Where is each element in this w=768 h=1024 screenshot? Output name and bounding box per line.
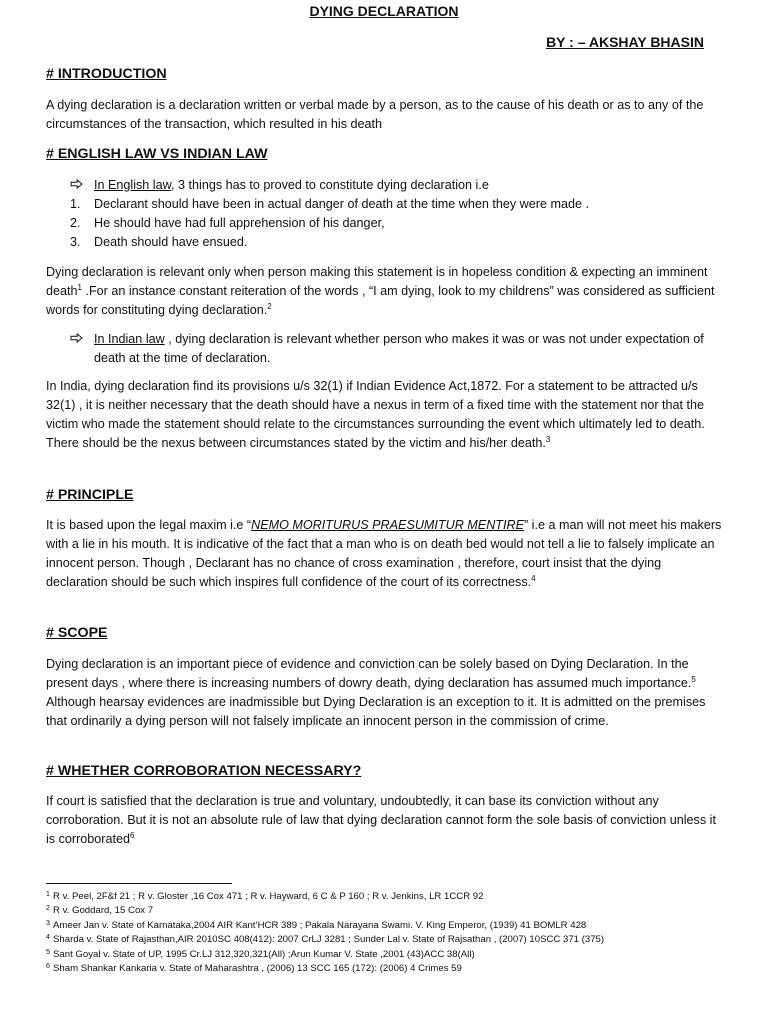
footnote bbox=[46, 962, 736, 976]
footnote-ref: 3 bbox=[545, 434, 551, 444]
footnote-ref: 2 bbox=[267, 301, 272, 311]
footnote-text: Sharda v. State of Rajasthan,AIR 2010SC 408(412): 2007 CrLJ 3281 ; Sunder Lal v. State of Rajsathan , (2007) 10SCC 371 (375) bbox=[53, 934, 605, 946]
footnote bbox=[46, 948, 736, 962]
list-item bbox=[70, 176, 720, 195]
legal-maxim: NEMO MORITURUS PRAESUMITUR MENTIRE bbox=[251, 518, 524, 532]
document-title: DYING DECLARATION bbox=[309, 3, 459, 19]
heading-principle: # PRINCIPLE bbox=[46, 487, 134, 503]
footnote-divider bbox=[46, 883, 232, 884]
heading-corroboration: # WHETHER CORROBORATION NECESSARY? bbox=[46, 763, 362, 779]
paragraph-text: Although hearsay evidences are inadmissible but Dying Declaration is an exception to it. It is admitted on the premises that ordinarily a dying person will not falsely implicate an innocent person in the commission of crime. bbox=[46, 695, 706, 728]
list-number: 1. bbox=[70, 197, 81, 211]
english-law-rest: , 3 things has to proved to constitute dying declaration i.e bbox=[171, 178, 489, 192]
footnote-text: Sham Shankar Kankaria v. State of Maharashtra , (2006) 13 SCC 165 (172): (2006) 4 Crimes 59 bbox=[53, 963, 462, 975]
footnote-text: Sant Goyal v. State of UP, 1995 Cr.LJ 312,320,321(All) ;Arun Kumar V. State ,2001 (43)ACC 38(All) bbox=[53, 948, 475, 960]
author-byline: BY : – AKSHAY BHASIN bbox=[546, 34, 704, 50]
heading-english-vs-indian-law: # ENGLISH LAW VS INDIAN LAW bbox=[46, 146, 268, 162]
list-item-text bbox=[94, 176, 489, 195]
footnote bbox=[46, 919, 736, 933]
footnote-ref: 1 bbox=[77, 282, 82, 292]
paragraph-principle bbox=[46, 516, 726, 592]
paragraph-text: It is based upon the legal maxim i.e “ bbox=[46, 518, 252, 532]
footnote-ref: 6 bbox=[130, 830, 135, 840]
footnote bbox=[46, 890, 736, 904]
list-number: 3. bbox=[70, 235, 81, 249]
heading-introduction: # INTRODUCTION bbox=[46, 66, 167, 82]
arrow-right-outline-icon bbox=[70, 330, 94, 349]
paragraph-text: ” i.e a man will not meet his makers with a lie in his mouth. It is indicative of the fact that a man who is on death bed would not tell a lie to falsely implicate an innocent person. Though , Declarant has no chance of cross examination , therefore, court insist that the dying declaration should be such which inspires full confidence of the court of its correctness. bbox=[46, 518, 722, 589]
list-item bbox=[70, 233, 720, 252]
footnote-text: R v. Peel, 2F&f 21 ; R v. Gloster ,16 Cox 471 ; R v. Hayward, 6 C & P 160 ; R v. Jenkins, LR 1CCR 92 bbox=[53, 891, 484, 902]
list-item bbox=[70, 330, 720, 368]
list-number: 2. bbox=[70, 216, 81, 230]
paragraph-text: Dying declaration is an important piece of evidence and conviction can be solely based on Dying Declaration. In the present days , where there is increasing numbers of dowry death, dying declaration has assumed much importance. bbox=[46, 657, 692, 690]
paragraph-corroboration bbox=[46, 792, 726, 849]
indian-law-rest: , dying declaration is relevant whether person who makes it was or was not under expectation of death at the time of declaration. bbox=[94, 332, 704, 365]
footnote bbox=[46, 904, 736, 918]
paragraph-text: In India, dying declaration find its provisions u/s 32(1) if Indian Evidence Act,1872. For a statement to be attracted u/s 32(1) , it is neither necessary that the death should have a nexus in term of a fixed time with the statement nor that the victim who made the statement should relate to the circumstances surrounding the event which ultimately led to death. There should be the nexus between circumstances stated by the victim and his/her death. bbox=[46, 379, 705, 450]
paragraph-english-law bbox=[46, 263, 726, 320]
list-item-text: Declarant should have been in actual danger of death at the time when they were made . bbox=[94, 197, 589, 211]
footnote-text: R v. Goddard, 15 Cox 7 bbox=[53, 905, 154, 917]
paragraph-text: If court is satisfied that the declaration is true and voluntary, undoubtedly, it can base its conviction without any corroboration. But it is not an absolute rule of law that dying declaration cannot form the sole basis of conviction unless it is corroborated bbox=[46, 794, 716, 846]
footnote bbox=[46, 933, 736, 947]
footnote-text: Ameer Jan v. State of Karnataka,2004 AIR Kant’HCR 389 ; Pakala Narayana Swami. V. King Emperor, (1939) 41 BOMLR 428 bbox=[53, 919, 587, 931]
list-item-text: He should have had full apprehension of his danger, bbox=[94, 216, 385, 230]
footnote-number: 6 bbox=[46, 963, 50, 971]
list-item-text bbox=[94, 330, 720, 368]
list-item bbox=[70, 214, 720, 233]
footnote-number: 2 bbox=[46, 905, 50, 913]
heading-scope: # SCOPE bbox=[46, 625, 108, 641]
footnotes bbox=[46, 890, 736, 976]
footnote-ref: 4 bbox=[531, 573, 536, 583]
arrow-right-outline-icon bbox=[70, 176, 94, 195]
list-item bbox=[70, 195, 720, 214]
footnote-number: 3 bbox=[46, 919, 50, 927]
indian-law-link-text: In Indian law bbox=[94, 332, 165, 346]
english-law-list bbox=[70, 176, 720, 252]
paragraph-indian-law bbox=[46, 377, 726, 453]
footnote-ref: 5 bbox=[691, 674, 696, 684]
english-law-link-text: In English law bbox=[94, 178, 172, 192]
indian-law-list bbox=[70, 330, 720, 368]
footnote-number: 5 bbox=[46, 948, 50, 956]
footnote-number: 1 bbox=[46, 891, 50, 898]
footnote-number: 4 bbox=[46, 934, 50, 942]
paragraph-scope bbox=[46, 655, 726, 731]
paragraph-text: Dying declaration is relevant only when person making this statement is in hopeless condition & expecting an imminent death bbox=[46, 265, 708, 298]
paragraph-text: .For an instance constant reiteration of the words , “I am dying, look to my childrens” was considered as sufficient words for constituting dying declaration. bbox=[46, 284, 715, 317]
list-item-text: Death should have ensued. bbox=[94, 235, 248, 249]
paragraph-introduction: A dying declaration is a declaration written or verbal made by a person, as to the cause of his death or as to any of the circumstances of the transaction, which resulted in his death bbox=[46, 98, 704, 131]
